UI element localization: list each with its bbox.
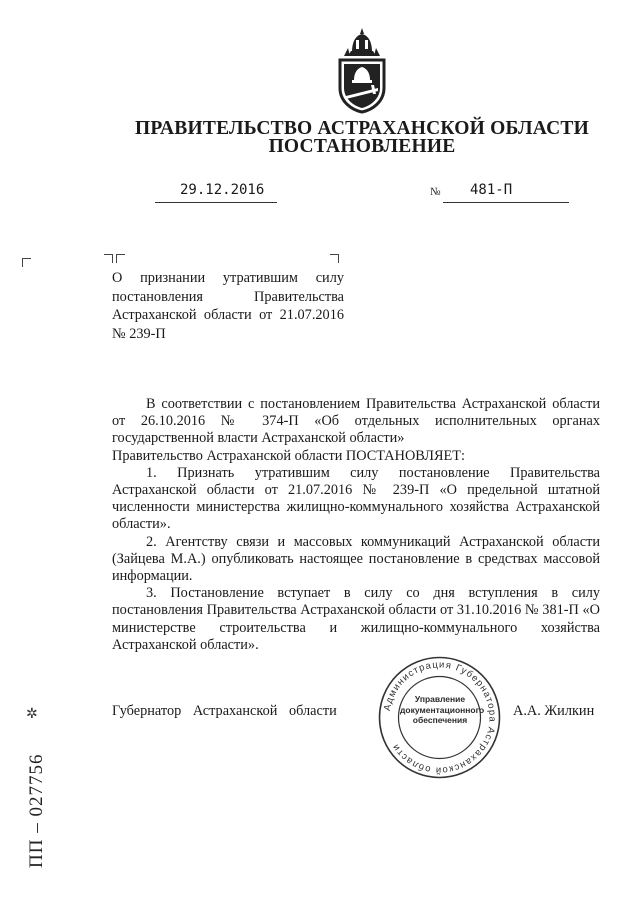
seal-outer-text: Администрация Губернатора Астраханской области [381,659,498,776]
corner-mark-left [22,258,31,267]
seal-center-text: Управление документационного обеспечения [400,694,485,725]
corner-mark-subject-left-b [116,254,125,263]
item-3-paragraph: 3. Постановление вступает в силу со дня вступления в силу постановления Правительства Астраханской области от 31.10.2016 № 381-П «О министерстве строительства и жилищно-коммунального хозяйства Астраханской области». [112,585,600,653]
organization-title: ПРАВИТЕЛЬСТВО АСТРАХАНСКОЙ ОБЛАСТИ [135,118,589,139]
corner-mark-subject-left-a [104,254,113,263]
side-registration-code [24,720,47,870]
preamble-paragraph: В соответствии с постановлением Правительства Астраханской области от 26.10.2016 № 374-П «Об отдельных исполнительных органах государственной власти Астраханской области» [112,396,600,447]
document-subject: О признании утратившим силу постановления Правительства Астраханской области от 21.07.2016 № 239-П [112,270,344,342]
flower-mark-icon: ✲ [26,707,38,722]
document-body [112,396,600,654]
decree-line: Правительство Астраханской области ПОСТАНОВЛЯЕТ: [112,447,465,464]
date-underline [155,202,277,203]
signatory-role: Губернатор Астраханской области [112,703,337,719]
coat-of-arms-emblem [330,26,394,114]
document-type-title: ПОСТАНОВЛЕНИЕ [268,136,456,157]
signatory-name: А.А. Жилкин [513,703,595,719]
number-underline [443,202,569,203]
item-1-paragraph: 1. Признать утратившим силу постановление Правительства Астраханской области от 21.07.2016 № 239-П «О предельной штатной численности министерства жилищно-коммунального хозяйства Астраханской области». [112,464,600,533]
item-2-paragraph: 2. Агентству связи и массовых коммуникаций Астраханской области (Зайцева М.А.) опубликовать настоящее постановление в средствах массовой информации. [112,533,600,585]
side-code-text: ПП – 027756 [26,753,47,868]
number-sign: № [430,186,441,198]
corner-mark-subject-right [330,254,339,263]
document-date: 29.12.2016 [180,182,265,198]
document-number: 481-П [470,182,513,198]
